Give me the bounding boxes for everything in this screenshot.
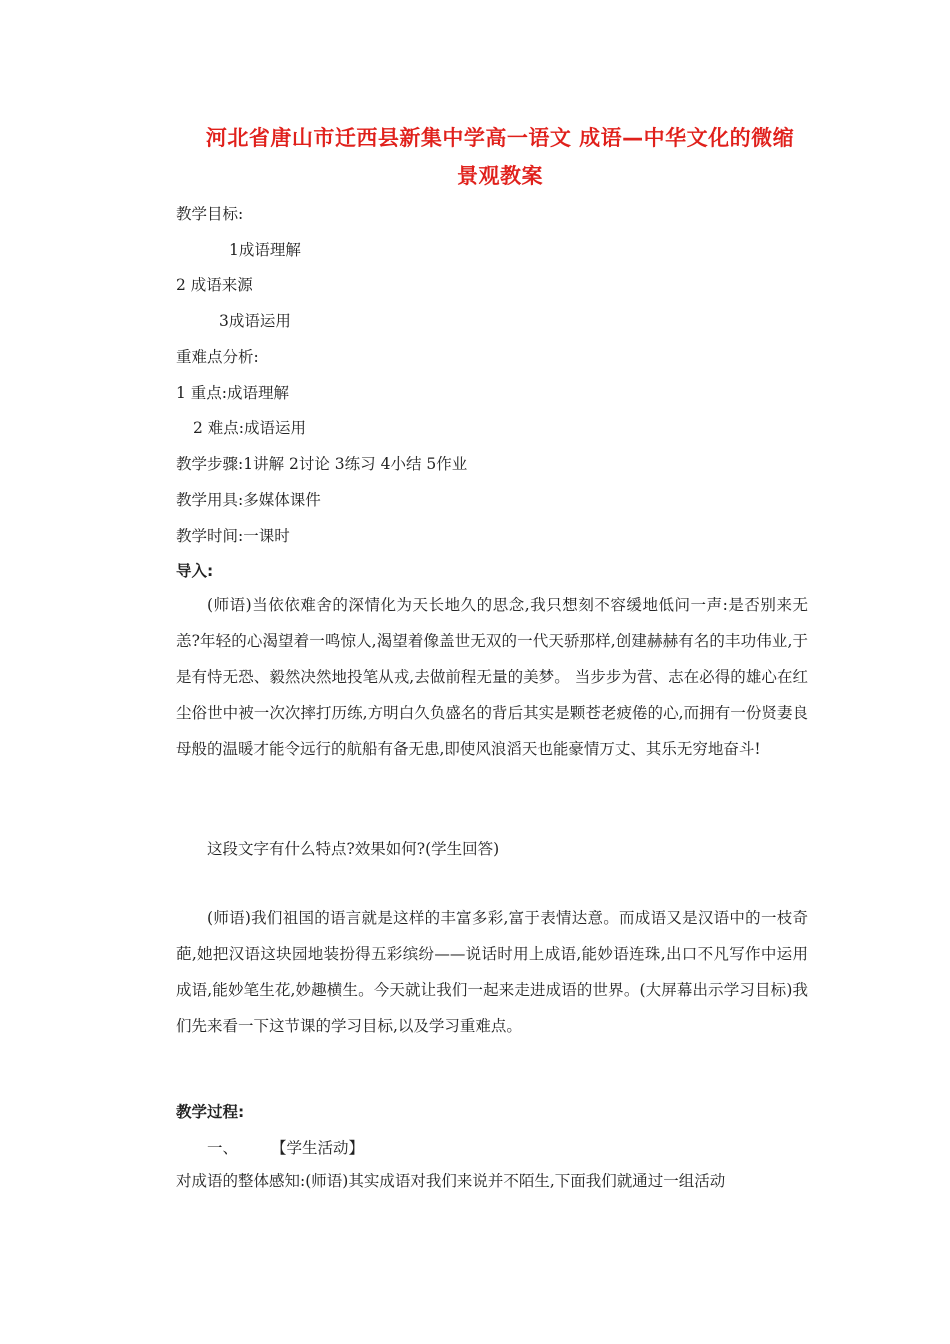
intro-paragraph-2: (师语)我们祖国的语言就是这样的丰富多彩,富于表情达意。而成语又是汉语中的一枝奇葩,她把汉语这块园地装扮得五彩缤纷——说话时用上成语,能妙语连珠,出口不凡写作中运用成语,能妙笔生花,妙趣横生。今天就让我们一起来走进成语的世界。(大屏幕出示学习目标)我们先来看一下这节课的学习目标,以及学习重难点。	[176, 909, 808, 1035]
goal-item-2: 2 成语来源	[176, 276, 253, 294]
intro-paragraph-1: (师语)当依依难舍的深情化为天长地久的思念,我只想刻不容缓地低问一声:是否别来无恙?年轻的心渴望着一鸣惊人,渴望着像盖世无双的一代天骄那样,创建赫赫有名的丰功伟业,于是有恃无恐、毅然决然地投笔从戎,去做前程无量的美梦。 当步步为营、志在必得的雄心在红尘俗世中被一次次摔打历练,方明白久负盛名的背后其实是颗苍老疲倦的心,而拥有一份贤妻良母般的温暖才能令远行的航船有备无患,即使风浪滔天也能豪情万丈、其乐无穷地奋斗!	[176, 596, 808, 758]
document-title-line1: 河北省唐山市迁西县新集中学高一语文 成语—中华文化的微缩	[205, 126, 795, 150]
key-point-important: 1 重点:成语理解	[176, 384, 290, 402]
intro-question: 这段文字有什么特点?效果如何?(学生回答)	[207, 840, 500, 858]
goals-label: 教学目标:	[176, 205, 244, 223]
teaching-tools: 教学用具:多媒体课件	[176, 491, 321, 509]
teaching-steps: 教学步骤:1讲解 2讨论 3练习 4小结 5作业	[176, 455, 468, 473]
section1-number: 一、	[207, 1139, 239, 1157]
process-paragraph: 对成语的整体感知:(师语)其实成语对我们来说并不陌生,下面我们就通过一组活动	[176, 1172, 726, 1190]
intro-heading: 导入:	[176, 562, 214, 580]
teaching-time: 教学时间:一课时	[176, 527, 290, 545]
goal-item-3: 3成语运用	[219, 312, 291, 330]
key-point-difficult: 2 难点:成语运用	[193, 419, 307, 437]
process-heading: 教学过程:	[176, 1103, 245, 1121]
key-points-label: 重难点分析:	[176, 348, 259, 366]
section1-title: 【学生活动】	[271, 1139, 365, 1157]
document-title-line2: 景观教案	[457, 164, 543, 188]
goal-item-1: 1成语理解	[229, 241, 301, 259]
